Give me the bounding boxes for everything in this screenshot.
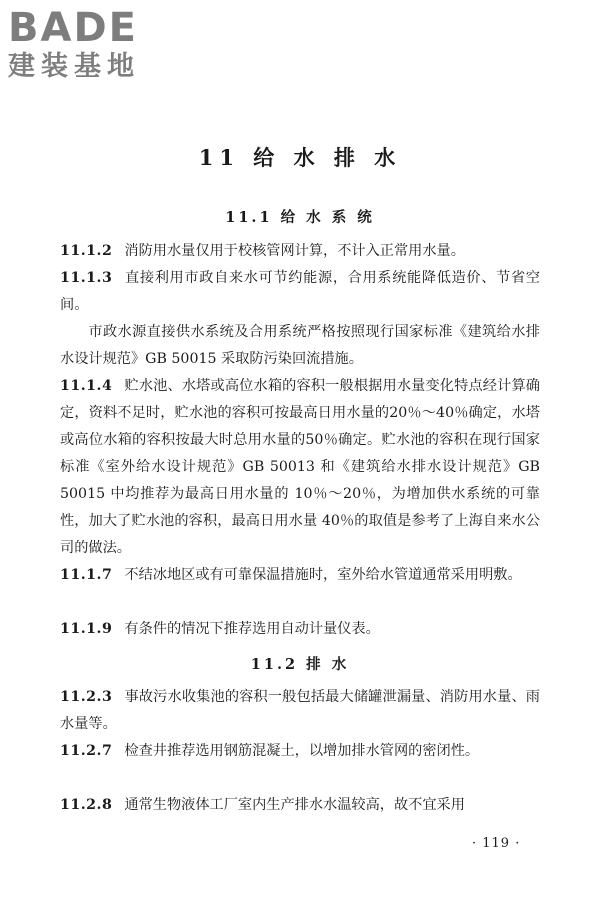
- page-number: · 119 ·: [472, 836, 521, 851]
- clause-text: 消防用水量仅用于校核管网计算，不计入正常用水量。: [124, 243, 465, 259]
- logo: [8, 6, 178, 84]
- section-title-11-2: 11.2 排 水: [250, 656, 350, 673]
- clause-number: 11.2.3: [60, 689, 113, 705]
- clause-text: 不结冰地区或有可靠保温措施时，室外给水管道通常采用明敷。: [124, 567, 522, 583]
- clause-11-1-3-continued: [60, 319, 540, 373]
- clause-text: 直接利用市政自来水可节约能源，合用系统能降低造价、节省空间。: [60, 270, 540, 313]
- clause-11-2-3: [60, 684, 540, 738]
- clause-11-2-8: [60, 792, 540, 819]
- clause-number: 11.1.7: [60, 567, 113, 583]
- clause-text: 事故污水收集池的容积一般包括最大储罐泄漏量、消防用水量、雨水量等。: [60, 689, 540, 732]
- clause-text: 市政水源直接供水系统及合用系统严格按照现行国家标准《建筑给水排水设计规范》GB 50015 采取防污染回流措施。: [60, 324, 540, 367]
- clause-11-1-3: [60, 265, 540, 319]
- clause-text: 贮水池、水塔或高位水箱的容积一般根据用水量变化特点经计算确定，资料不足时，贮水池的容积可按最高日用水量的20％～40％确定，水塔或高位水箱的容积按最大时总用水量的50％确定。贮水池的容积在现行国家标准《室外给水设计规范》GB 50013 和《建筑给水排水设计规范》GB 50015 中均推荐为最高日用水量的 10％～20％，为增加供水系统的可靠性，加大了贮水池的容积，最高日用水量 40％的取值是参考了上海自来水公司的做法。: [60, 378, 540, 556]
- clause-11-1-4: [60, 373, 540, 562]
- clause-text: 通常生物液体工厂室内生产排水水温较高，故不宜采用: [124, 797, 465, 813]
- clause-text: 检查井推荐选用钢筋混凝土，以增加排水管网的密闭性。: [124, 743, 480, 759]
- logo-subtitle: 建装基地: [8, 51, 140, 82]
- clause-number: 11.1.2: [60, 243, 113, 259]
- clause-number: 11.2.8: [60, 797, 113, 813]
- clause-11-1-9: [60, 616, 540, 643]
- clause-text: 有条件的情况下推荐选用自动计量仪表。: [124, 621, 380, 637]
- clause-11-2-7: [60, 738, 540, 765]
- clause-11-1-2: [60, 238, 540, 265]
- section-title-11-1: 11.1 给 水 系 统: [225, 209, 375, 226]
- clause-number: 11.1.4: [60, 378, 113, 394]
- clause-11-1-7: [60, 562, 540, 589]
- clause-number: 11.2.7: [60, 743, 113, 759]
- clause-number: 11.1.9: [60, 621, 113, 637]
- logo-brand: BADE: [8, 5, 138, 51]
- clause-number: 11.1.3: [60, 270, 113, 286]
- chapter-title: 11 给 水 排 水: [198, 145, 402, 170]
